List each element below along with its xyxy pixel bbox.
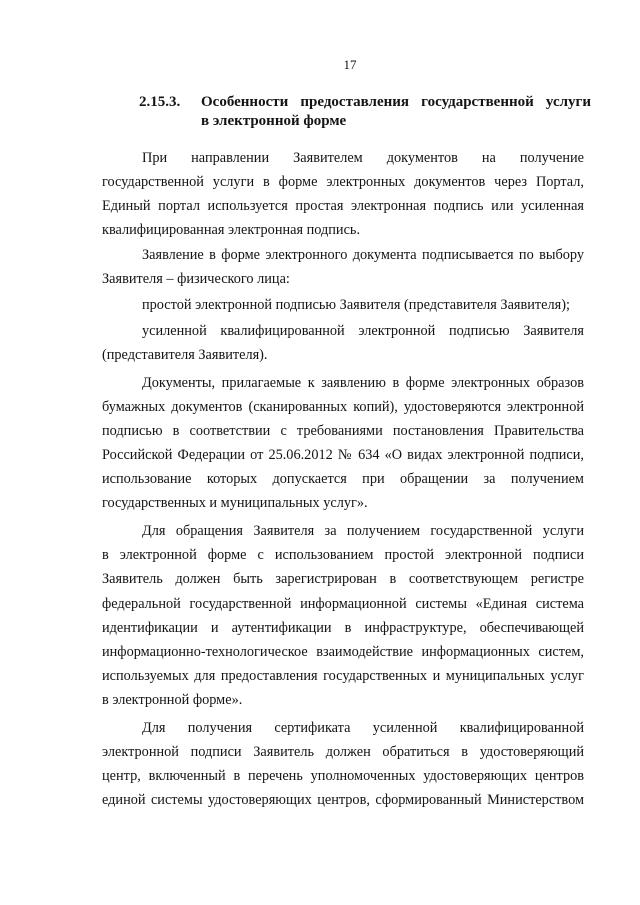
text-line: электронной подписи Заявитель должен обратиться в удостоверяющий [102, 744, 584, 760]
text-line: центр, включенный в перечень уполномоченных удостоверяющих центров [102, 768, 584, 784]
text-line: в электронной форме с использованием простой электронной подписи [102, 547, 584, 563]
section-number: 2.15.3. [139, 94, 181, 110]
text-line: Заявителя – физического лица: [102, 271, 290, 287]
text-line: простой электронной подписью Заявителя (представителя Заявителя); [142, 297, 570, 313]
text-line: (представителя Заявителя). [102, 347, 268, 363]
text-line: Документы, прилагаемые к заявлению в форме электронных образов [142, 375, 584, 391]
text-line: в электронной форме». [102, 692, 243, 708]
text-line: Российской Федерации от 25.06.2012 № 634 «О видах электронной подписи, [102, 447, 584, 463]
text-line: усиленной квалифицированной электронной подписью Заявителя [142, 323, 584, 339]
text-line: Заявление в форме электронного документа подписывается по выбору [142, 247, 584, 263]
text-line: При направлении Заявителем документов на получение [142, 150, 584, 166]
text-line: федеральной государственной информационной системы «Единая система [102, 596, 584, 612]
text-line: Для получения сертификата усиленной квалифицированной [142, 720, 584, 736]
text-line: Единый портал используется простая электронная подпись или усиленная [102, 198, 584, 214]
section-title-line-2: в электронной форме [201, 113, 347, 129]
page-number: 17 [343, 57, 357, 72]
text-line: государственных и муниципальных услуг». [102, 495, 368, 511]
text-line: подписью в соответствии с требованиями постановления Правительства [102, 423, 584, 439]
text-line: использование которых допускается при обращении за получением [102, 471, 584, 487]
text-line: используемых для предоставления государственных и муниципальных услуг [102, 668, 584, 684]
text-line: Для обращения Заявителя за получением государственной услуги [142, 523, 584, 539]
text-line: Заявитель должен быть зарегистрирован в соответствующем регистре [102, 571, 584, 587]
text-line: информационно-технологическое взаимодействие информационных систем, [102, 644, 584, 660]
text-line: бумажных документов (сканированных копий), удостоверяются электронной [102, 399, 584, 415]
section-title-line-1: Особенности предоставления государственной услуги [201, 94, 591, 110]
text-line: идентификации и аутентификации в инфраструктуре, обеспечивающей [102, 620, 584, 636]
text-line: единой системы удостоверяющих центров, сформированный Министерством [102, 792, 584, 808]
text-line: квалифицированная электронная подпись. [102, 222, 361, 238]
text-line: государственной услуги в форме электронных документов через Портал, [102, 174, 584, 190]
